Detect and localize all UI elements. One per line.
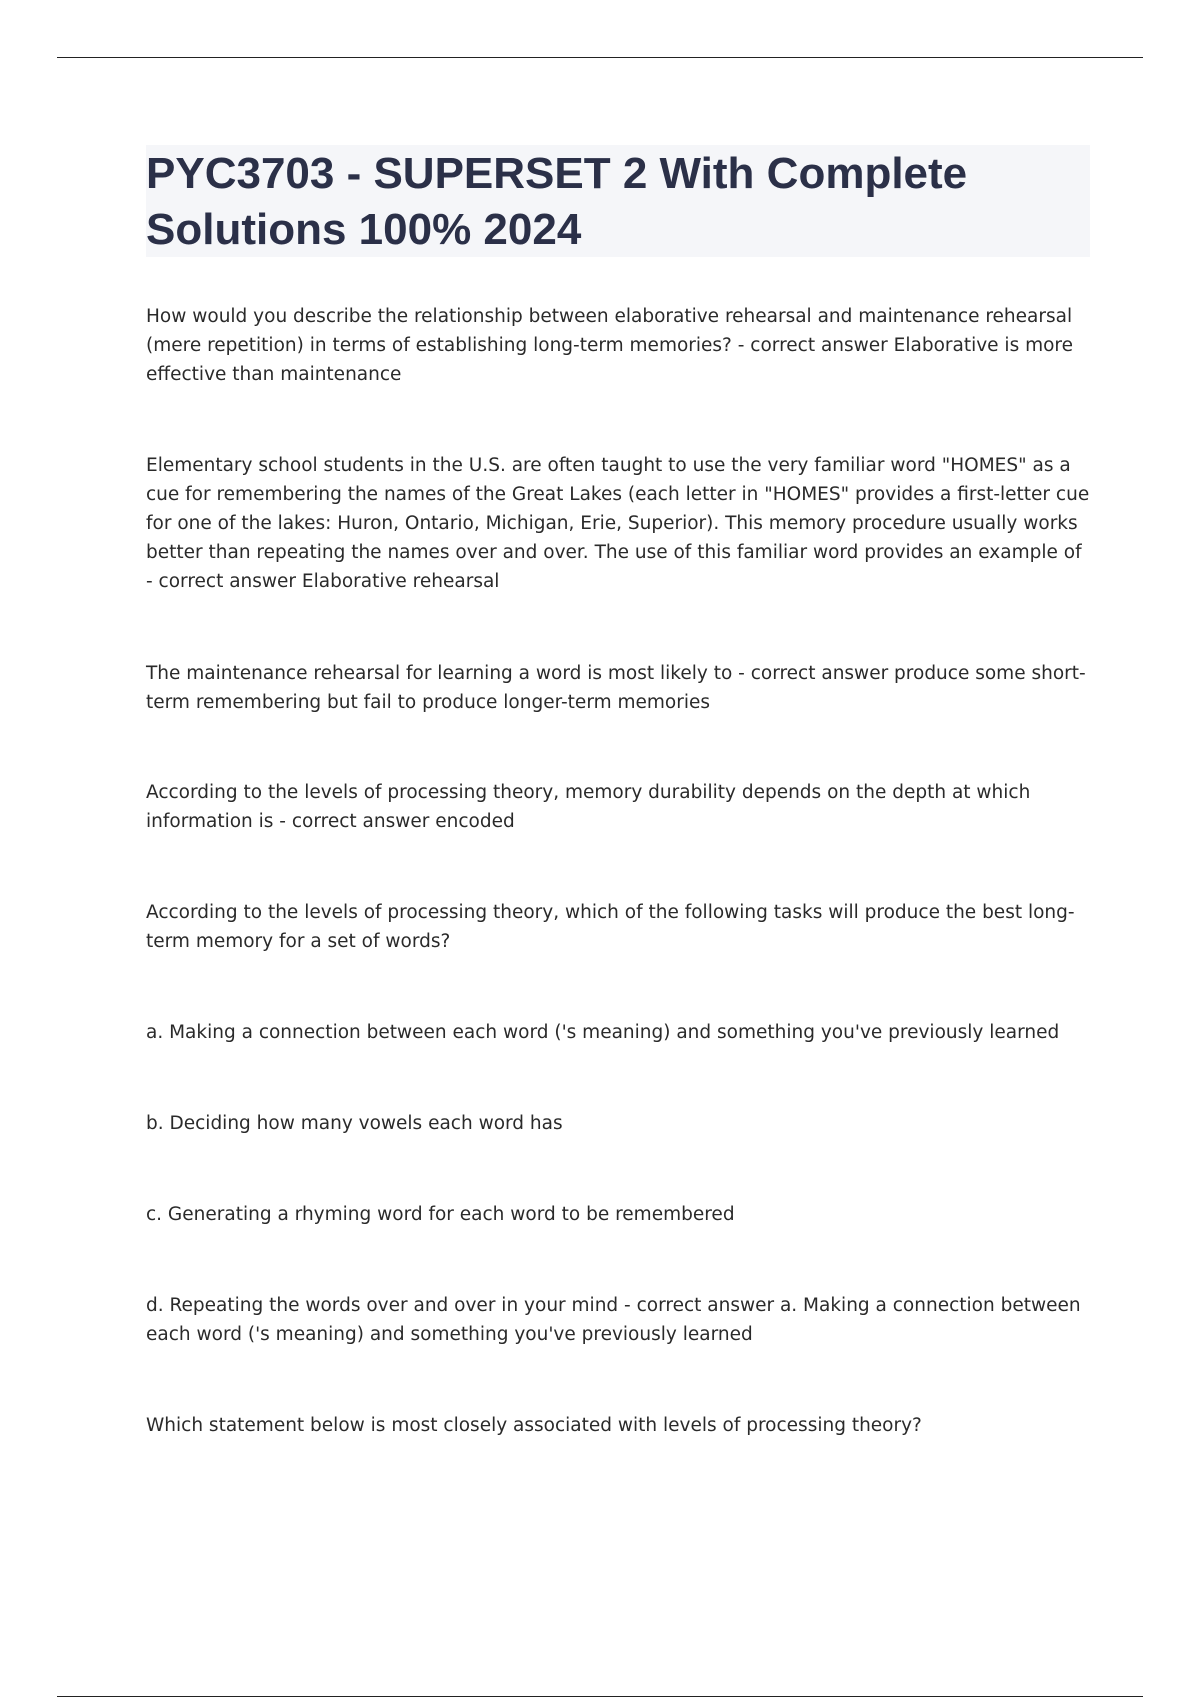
footer-rule — [57, 1696, 1143, 1697]
question-paragraph: According to the levels of processing theory, which of the following tasks will produce the best long-term memory for a set of words? — [146, 902, 1075, 952]
answer-option: b. Deciding how many vowels each word has — [146, 1113, 563, 1134]
document-title: PYC3703 - SUPERSET 2 With Complete Solutions 100% 2024 — [146, 149, 968, 254]
question-paragraph: Elementary school students in the U.S. are often taught to use the very familiar word "HOMES" as a cue for remembering the names of the Great Lakes (each letter in "HOMES" provides a first-letter cue for one of the lakes: Huron, Ontario, Michigan, Erie, Superior). This memory procedure usually works better than repeating the names over and over. The use of this familiar word provides an example of - correct answer Elaborative rehearsal — [146, 455, 1090, 592]
answer-option: c. Generating a rhyming word for each word to be remembered — [146, 1204, 735, 1225]
question-paragraph: Which statement below is most closely associated with levels of processing theory? — [146, 1415, 922, 1436]
header-rule — [57, 57, 1143, 58]
question-paragraph: The maintenance rehearsal for learning a word is most likely to - correct answer produce some short-term remembering but fail to produce longer-term memories — [146, 663, 1086, 713]
question-paragraph: According to the levels of processing theory, memory durability depends on the depth at which information is - correct answer encoded — [146, 782, 1031, 832]
answer-option: d. Repeating the words over and over in your mind - correct answer a. Making a connection between each word ('s meaning) and something you've previously learned — [146, 1295, 1081, 1345]
question-paragraph: How would you describe the relationship between elaborative rehearsal and maintenance rehearsal (mere repetition) in terms of establishing long-term memories? - correct answer Elaborative is more effective than maintenance — [146, 306, 1074, 385]
answer-option: a. Making a connection between each word ('s meaning) and something you've previously learned — [146, 1022, 1060, 1043]
